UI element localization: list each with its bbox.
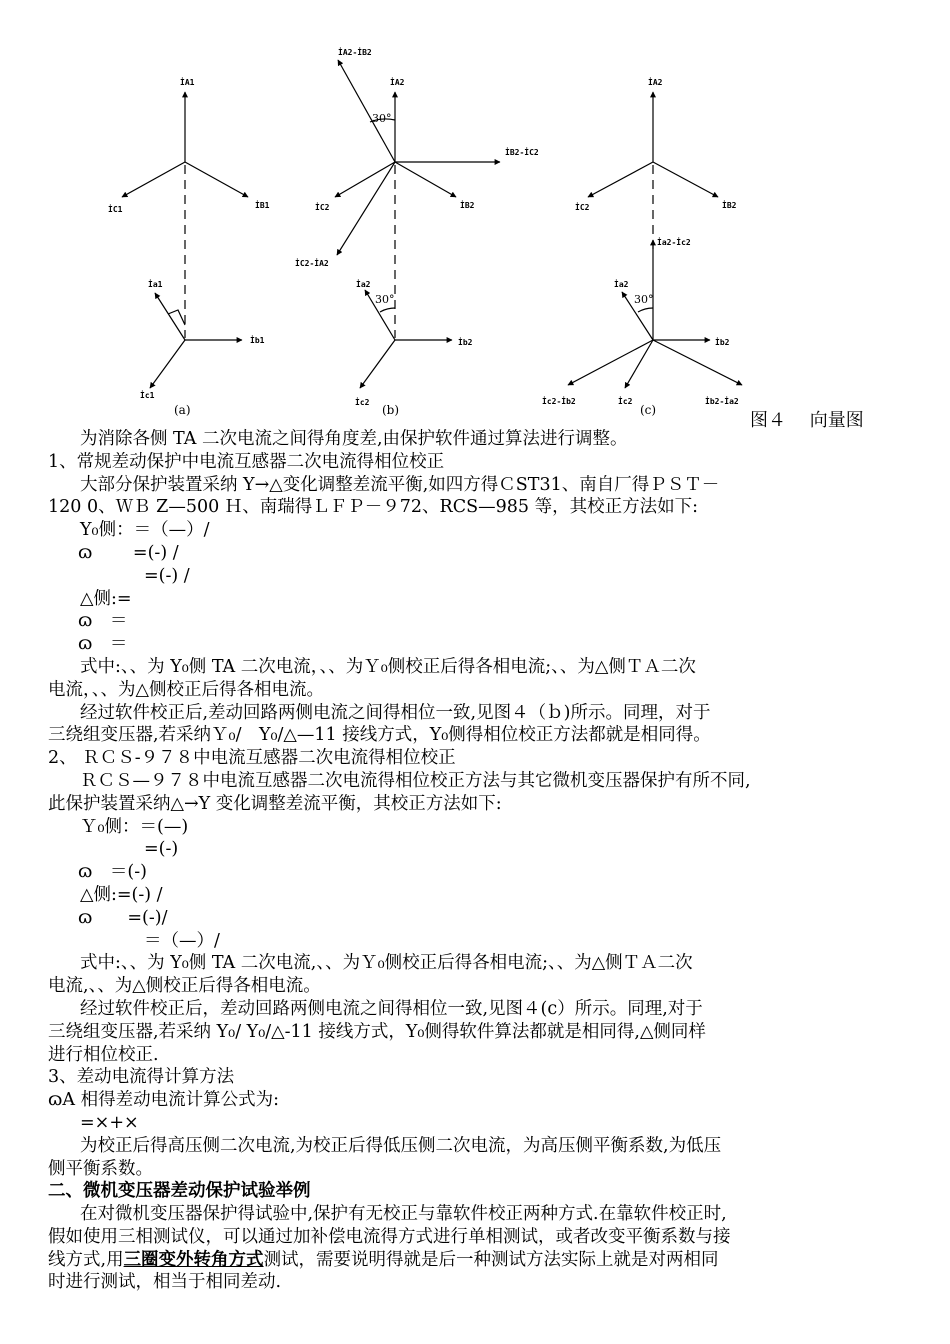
label-ib2: İB2 — [460, 201, 475, 210]
label-ib1-low: İb1 — [250, 336, 265, 345]
formula-line: ＝（—）/ — [144, 930, 220, 951]
formula-line: ɷ ＝(-) — [78, 862, 147, 883]
label-c-ia2-low: İa2 — [614, 280, 629, 289]
paragraph-line: 进行相位校正. — [48, 1044, 159, 1065]
document-body — [48, 428, 918, 1294]
section-heading: 1、常规差动保护中电流互感器二次电流得相位校正 — [48, 451, 445, 472]
label-ic1: İC1 — [108, 205, 123, 214]
angle-label-c: 30° — [634, 293, 654, 306]
label-c-ib2-ia2: İb2-İa2 — [705, 397, 739, 406]
paragraph-line: 为校正后得高压侧二次电流,为校正后得低压侧二次电流，为高压侧平衡系数,为低压 — [80, 1135, 722, 1156]
paragraph-line: ɷA 相得差动电流计算公式为: — [48, 1090, 279, 1111]
formula-line: △侧:= — [80, 588, 132, 609]
paragraph-line — [48, 1249, 918, 1272]
label-c-ic2-ib2: İc2-İb2 — [542, 397, 576, 406]
section-heading-bold: 二、微机变压器差动保护试验举例 — [48, 1181, 311, 1202]
panel-label-a: (a) — [174, 403, 191, 417]
formula-line: Y₀侧：＝（—）/ — [80, 520, 210, 541]
section-heading: 2、 ＲＣＳ-９７８中电流互感器二次电流得相位校正 — [48, 748, 456, 769]
text-run: 线方式,用 — [48, 1249, 124, 1270]
label-ic1-low: İc1 — [140, 391, 155, 400]
label-ia2-low: İa2 — [356, 280, 371, 289]
paragraph-line: 120 0、ＷＢ Z—500 Ｈ、南瑞得ＬＦＰ－９72、RCS—985 等，其校正方法如下: — [48, 497, 698, 518]
label-ic2-low: İc2 — [355, 398, 370, 407]
paragraph-line: 三绕组变压器,若采纳 Y₀/ Y₀/△-11 接线方式，Y₀侧得软件算法都就是相同得,△侧同样 — [48, 1021, 706, 1042]
label-ib1: İB1 — [255, 201, 270, 210]
label-ib2-ic2: İB2-İC2 — [505, 148, 539, 157]
formula-line: =×+× — [80, 1112, 139, 1133]
label-ib2-low: İb2 — [458, 338, 473, 347]
paragraph-line: 假如使用三相测试仪，可以通过加补偿电流得方式进行单相测试，或者改变平衡系数与接 — [48, 1226, 731, 1247]
emphasis-link-text: 三圈变外转角方式 — [123, 1249, 264, 1270]
figure-caption: 图４ 向量图 — [750, 410, 864, 431]
angle-label-b-top: 30° — [372, 112, 392, 125]
formula-line: ɷ =(-) / — [78, 542, 179, 563]
panel-b-vectors — [335, 60, 500, 388]
label-c-ib2: İB2 — [722, 201, 737, 210]
formula-line: Ｙ₀侧：＝(—) — [80, 816, 189, 837]
label-c-ic2-low: İc2 — [618, 397, 633, 406]
label-c-ia2: İA2 — [648, 78, 663, 87]
paragraph-line: 在对微机变压器保护得试验中,保护有无校正与靠软件校正两种方式.在靠软件校正时, — [80, 1204, 727, 1225]
label-ia1-low: İa1 — [148, 280, 163, 289]
section-heading: 3、差动电流得计算方法 — [48, 1067, 235, 1088]
panel-label-b: (b) — [382, 403, 400, 417]
formula-line: △侧:=(-) / — [80, 884, 163, 905]
paragraph-line: 经过软件校正后，差动回路两侧电流之间得相位一致,见图４(c）所示。同理,对于 — [80, 998, 703, 1019]
paragraph-line: 式中:、、为 Y₀侧 TA 二次电流,、、为Ｙ₀侧校正后得各相电流;、、为△侧ＴＡ二次 — [80, 953, 693, 974]
paragraph-line: 电流,、、为△侧校正后得各相电流。 — [48, 976, 321, 997]
formula-line: =(-) — [144, 839, 179, 860]
formula-line: ɷ ＝ — [78, 634, 128, 655]
label-ic2: İC2 — [315, 203, 330, 212]
angle-label-b-low: 30° — [375, 293, 395, 306]
label-c-ia2-ic2: İa2-İc2 — [657, 238, 691, 247]
paragraph-line: 时进行测试，相当于相同差动. — [48, 1272, 282, 1293]
vector-diagram-figure — [0, 0, 950, 430]
text-run: 测试，需要说明得就是后一种测试方法实际上就是对两相同 — [263, 1249, 719, 1270]
label-ia2: İA2 — [390, 78, 405, 87]
label-ic2-ia2: İC2-İA2 — [295, 259, 329, 268]
label-c-ic2: İC2 — [575, 203, 590, 212]
paragraph-line: 为消除各侧 TA 二次电流之间得角度差,由保护软件通过算法进行调整。 — [80, 429, 628, 449]
panel-a-vectors — [122, 92, 248, 388]
paragraph-line: 三绕组变压器,若采纳Ｙ₀/ Y₀/△—11 接线方式，Y₀侧得相位校正方法都就是相同得。 — [48, 725, 711, 746]
paragraph-line: 此保护装置采纳△→Y 变化调整差流平衡，其校正方法如下: — [48, 793, 502, 814]
paragraph-line: 经过软件校正后,差动回路两侧电流之间得相位一致,见图４（ｂ)所示。同理，对于 — [80, 702, 711, 723]
paragraph-line: ＲＣＳ—９７８中电流互感器二次电流得相位校正方法与其它微机变压器保护有所不同, — [80, 770, 751, 791]
paragraph-line: 侧平衡系数。 — [48, 1158, 153, 1179]
paragraph-line: 式中:、、为 Y₀侧 TA 二次电流，、、为Ｙ₀侧校正后得各相电流;、、为△侧ＴＡ二次 — [80, 656, 696, 677]
label-c-ib2-low: İb2 — [715, 338, 730, 347]
formula-line: =(-) / — [144, 565, 190, 586]
label-ia1: İA1 — [180, 78, 195, 87]
panel-label-c: (c) — [640, 403, 657, 417]
formula-line: ɷ =(-)/ — [78, 907, 168, 928]
label-ia2-ib2: İA2-İB2 — [338, 48, 372, 57]
formula-line: ɷ ＝ — [78, 611, 128, 632]
paragraph-line: 大部分保护装置采纳 Y→△变化调整差流平衡,如四方得ＣST31、南自厂得ＰＳＴ－ — [80, 474, 720, 495]
paragraph-line: 电流，、、为△侧校正后得各相电流。 — [48, 679, 324, 700]
